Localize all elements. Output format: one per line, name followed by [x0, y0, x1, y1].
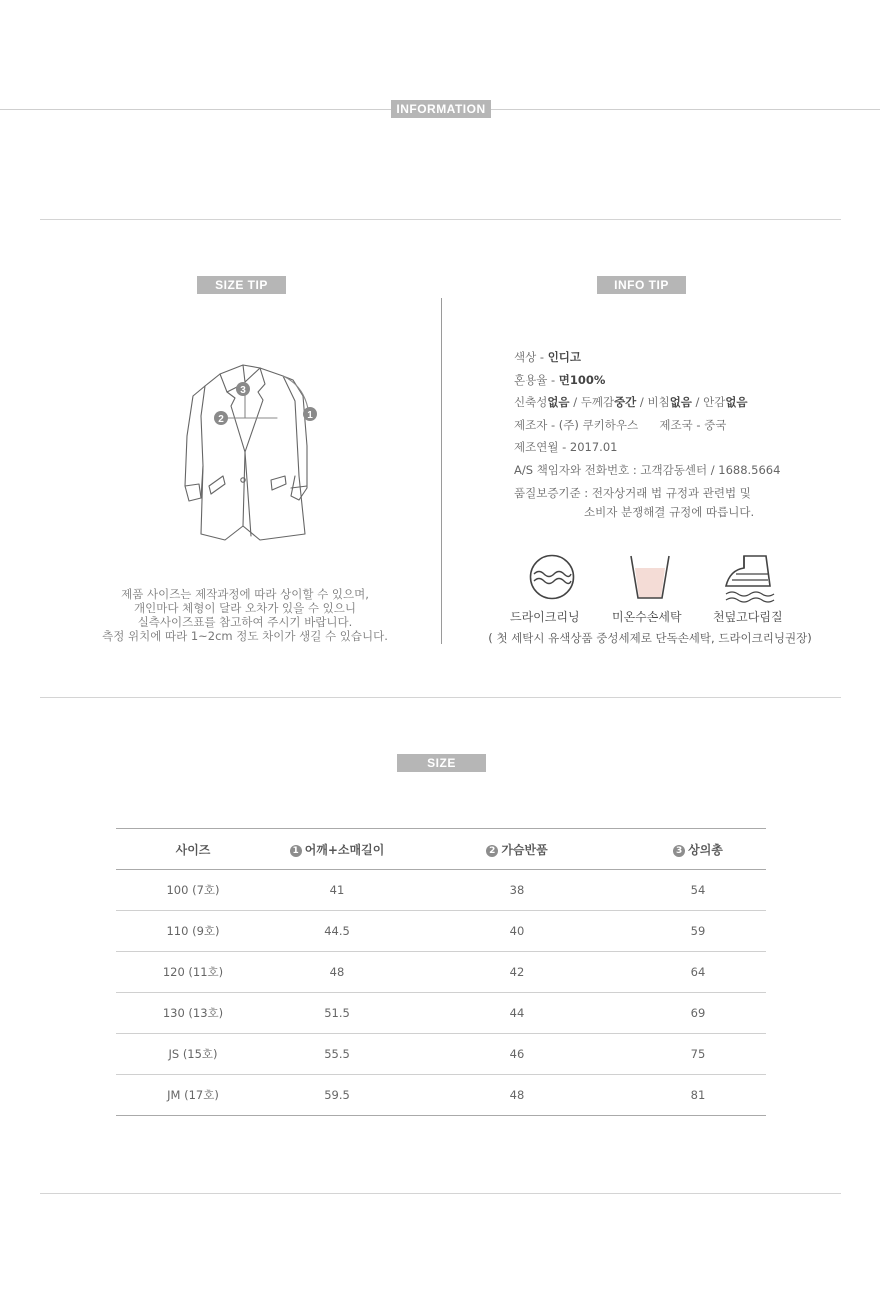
table-row: JS (15호) 55.5 46 75 — [116, 1034, 766, 1075]
table-row: JM (17호) 59.5 48 81 — [116, 1075, 766, 1116]
quality-line-2: 소비자 분쟁해결 규정에 따릅니다. — [584, 505, 755, 520]
mix-value: 면100% — [558, 372, 606, 387]
lukewarm-hand-wash-icon — [627, 552, 673, 602]
marker-3: 3 — [240, 385, 246, 396]
table-row: 130 (13호) 51.5 44 69 — [116, 993, 766, 1034]
marker-1-badge: 1 — [290, 845, 302, 857]
maker-line — [514, 414, 844, 437]
table-row: 100 (7호) 41 38 54 — [116, 870, 766, 911]
column-divider — [441, 298, 442, 644]
info-tip-tag: INFO TIP — [597, 276, 686, 294]
size-note-line: 실측사이즈표를 참고하여 주시기 바랍니다. — [137, 615, 353, 629]
color-line: 색상 - 인디고 — [514, 350, 582, 364]
jacket-illustration — [165, 356, 325, 546]
size-tip-tag: SIZE TIP — [197, 276, 286, 294]
hand-wash-label: 미온수손세탁 — [612, 610, 682, 624]
size-note — [60, 587, 430, 643]
care-note: ( 첫 세탁시 유색상품 중성세제로 단독손세탁, 드라이크리닝권장) — [488, 631, 812, 645]
header-shoulder-sleeve: 1 어깨+소매길이 — [270, 829, 404, 870]
marker-2-badge: 2 — [486, 845, 498, 857]
bottom-divider — [40, 1193, 841, 1194]
country: 제조국 - 중국 — [659, 417, 727, 432]
maker: 제조자 - (주) 쿠키하우스 — [514, 417, 639, 432]
information-tag: INFORMATION — [391, 100, 491, 118]
size-note-line: 측정 위치에 따라 1~2cm 정도 차이가 생길 수 있습니다. — [102, 629, 388, 643]
date-line: 제조연월 - 2017.01 — [514, 440, 618, 455]
quality-line: 품질보증기준 : 전자상거래 법 규정과 관련법 및 — [514, 485, 751, 500]
size-note-line: 제품 사이즈는 제작과정에 따라 상이할 수 있으며, — [121, 587, 369, 601]
marker-1: 1 — [307, 410, 313, 421]
color-value: 인디고 — [547, 350, 582, 364]
dry-cleaning-icon — [527, 552, 577, 602]
header-chest: 2 가슴반품 — [404, 829, 630, 870]
mix-line: 혼용율 - 면100% — [514, 372, 606, 387]
iron-label: 천덮고다림질 — [713, 610, 783, 624]
marker-3-badge: 3 — [673, 845, 685, 857]
header-length: 3 상의총 — [630, 829, 766, 870]
size-tag: SIZE — [397, 754, 486, 772]
iron-with-cloth-icon — [722, 552, 778, 604]
as-line: A/S 책임자와 전화번호 : 고객감동센터 / 1688.5664 — [514, 462, 781, 477]
size-note-line: 개인마다 체형이 달라 오차가 있을 수 있으니 — [134, 601, 356, 615]
section-divider — [40, 219, 841, 220]
dry-cleaning-label: 드라이크리닝 — [510, 610, 580, 624]
texture-line: 신축성없음 / 두께감중간 / 비침없음 / 안감없음 — [514, 395, 748, 410]
table-row: 120 (11호) 48 42 64 — [116, 952, 766, 993]
size-table — [116, 828, 766, 1116]
info-list — [514, 346, 844, 524]
marker-2: 2 — [218, 414, 224, 425]
table-row: 110 (9호) 44.5 40 59 — [116, 911, 766, 952]
table-header-row — [116, 829, 766, 870]
header-size: 사이즈 — [116, 829, 270, 870]
section-divider — [40, 697, 841, 698]
